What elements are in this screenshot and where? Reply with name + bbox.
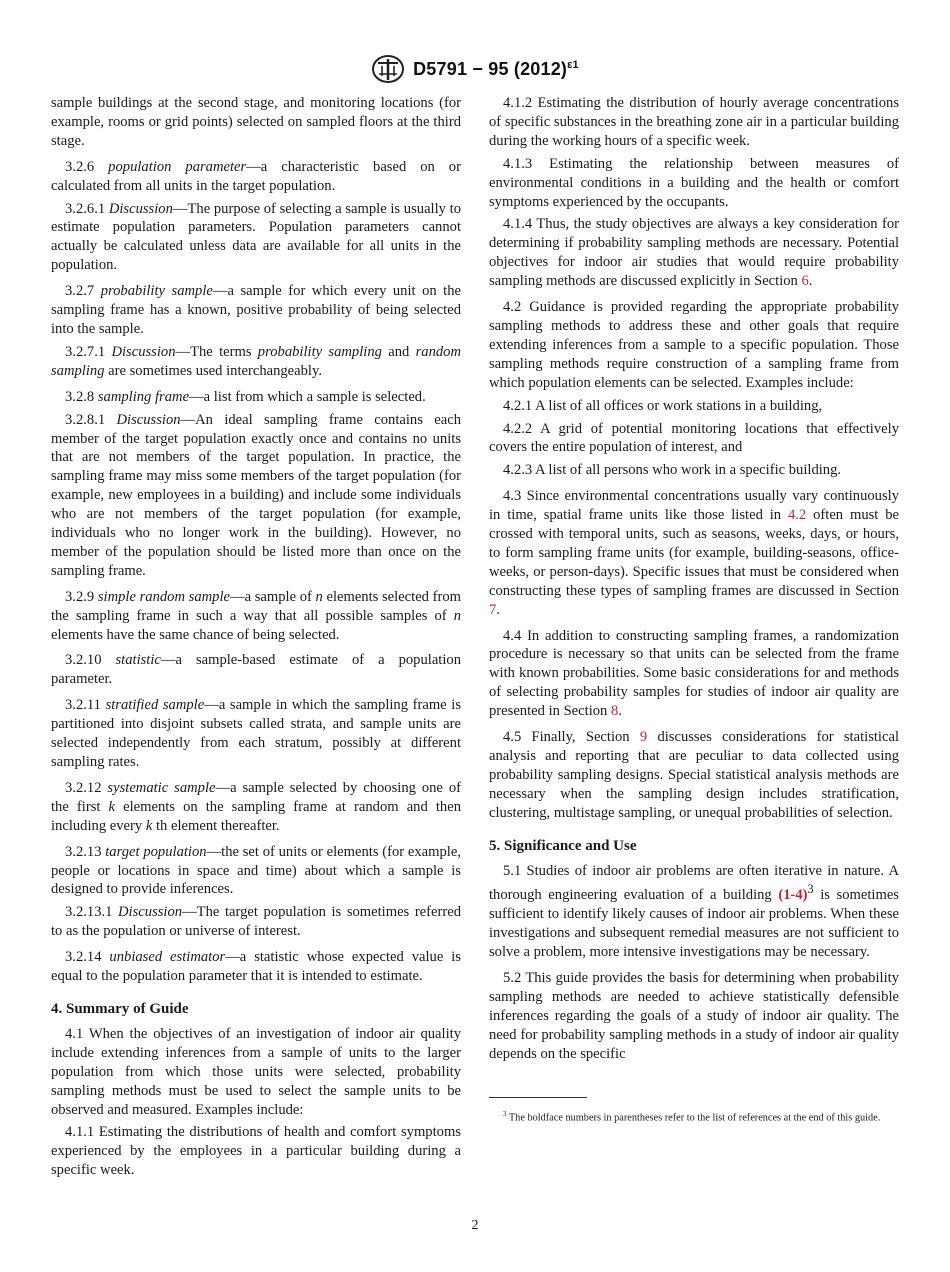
discussion-3-2-13-1: 3.2.13.1 Discussion—The target population is sometimes referred to as the population or universe of interest. — [51, 904, 461, 940]
discussion-3-2-8-1: 3.2.8.1 Discussion—An ideal sampling frame contains each member of the target population exactly once and contains no units that are not members of the target population. In practice, the sampling frame may miss some members of the target population (for example, new employees in a building) and include some individuals who are not members of the target population (for example, individuals who no longer work in the building). However, no member of the population should be listed more than once on the sampling frame. — [51, 411, 461, 579]
footnote: $^3$ The boldface numbers in parentheses refer to the list of references at the end of this guide. — [503, 1110, 881, 1124]
paragraph-5-1: 5.1 Studies of indoor air problems are often iterative in nature. A thorough engineering evaluation of a building $(1-4)^3$ is sometimes sufficient to identify likely causes of indoor air problems. When these investigations and subsequent remedial measures are not sufficient to solve a problem, more intensive investigations may be necessary. — [489, 862, 899, 961]
definition-3-2-10: 3.2.10 statistic—a sample-based estimate of a population parameter. — [51, 652, 462, 688]
section-link-9[interactable]: 9 — [639, 729, 648, 746]
reference-link-1-4[interactable]: (1-4) — [778, 887, 808, 904]
right-column — [489, 94, 899, 1129]
definition-3-2-7: 3.2.7 probability sample—a sample for which every unit on the sampling frame has a known, positive probability of being selected into the sample. — [51, 283, 462, 337]
paragraph-4-1-4: 4.1.4 Thus, the study objectives are always a key consideration for determining if probability sampling methods are necessary. Potential objectives for indoor air studies that would require probability sampling methods are discussed explicitly in Section 6. — [489, 216, 899, 290]
paragraph: sample buildings at the second stage, and monitoring locations (for example, rooms or grid points) selected on sampled floors at the third stage. — [51, 95, 461, 149]
definition-3-2-6: 3.2.6 population parameter—a characteristic based on or calculated from all units in the target population. — [51, 158, 461, 194]
paragraph-5-2: 5.2 This guide provides the basis for determining when probability sampling methods are needed to achieve statistically defensible inferences regarding the goals of a study of indoor air quality. The need for probability sampling methods in a study of indoor air quality depends on the specific — [489, 969, 899, 1062]
definition-3-2-14: 3.2.14 unbiased estimator—a statistic whose expected value is equal to the population parameter that it is intended to estimate. — [51, 949, 461, 985]
section-link-4-2[interactable]: 4.2 — [787, 507, 807, 524]
paragraph-4-1-1: 4.1.1 Estimating the distributions of health and comfort symptoms experienced by the employees in a particular building during a specific week. — [51, 1124, 461, 1179]
paragraph-4-1-3: 4.1.3 Estimating the relationship between measures of environmental conditions in a building and the health or comfort symptoms experienced by the occupants. — [489, 155, 899, 210]
definition-3-2-9: 3.2.9 simple random sample—a sample of n elements selected from the sampling frame in such a way that all possible samples of n elements have the same chance of being selected. — [51, 588, 461, 643]
paragraph-4-5: 4.5 Finally, Section 9 discusses considerations for statistical analysis and reporting that are peculiar to data collected using probability sampling designs. Special statistical analysis methods are necessary when the sampling design includes stratification, clustering, multistage sampling, or unequal probabilities of selection. — [489, 729, 899, 821]
discussion-3-2-6-1: 3.2.6.1 Discussion—The purpose of selecting a sample is usually to estimate population parameters. Population parameters cannot actually be calculated unless data are available for all units in the population. — [51, 200, 461, 274]
footnote-marker: 3 — [807, 882, 814, 897]
paragraph-4-3: 4.3 Since environmental concentrations usually vary continuously in time, spatial frame units like those listed in 4.2 often must be crossed with temporal units, such as seasons, weeks, days, or hours, to form sampling frame units (for example, building-seasons, office-weeks, or person-days). Specific issues that must be considered when constructing these types of sampling frames are discussed in Section 7. — [489, 488, 900, 618]
discussion-3-2-7-1: 3.2.7.1 Discussion—The terms probability sampling and random sampling are sometimes used interchangeably. — [51, 343, 462, 379]
astm-logo-icon — [371, 54, 405, 84]
page-number: 2 — [471, 1218, 479, 1233]
paragraph-4-1-2: 4.1.2 Estimating the distribution of hourly average concentrations of specific substances in the breathing zone air in a particular building during the working hours of a specific week. — [489, 95, 899, 149]
definition-3-2-12: 3.2.12 systematic sample—a sample selected by choosing one of the first k elements on the sampling frame at random and then including every k th element thereafter. — [51, 779, 461, 834]
paragraph-4-2-1: 4.2.1 A list of all offices or work stations in a building, — [503, 397, 823, 414]
section-heading-4: 4. Summary of Guide — [51, 1000, 189, 1017]
footnote-divider — [489, 1097, 587, 1098]
paragraph-4-1: 4.1 When the objectives of an investigation of indoor air quality include extending inferences from a sample of units to the larger population from which those units were selected, probability sampling methods must be used to select the sample units to be observed and measured. Examples include: — [51, 1025, 461, 1118]
paragraph-4-2: 4.2 Guidance is provided regarding the appropriate probability sampling methods to address these and other goals that require extending inferences from a sample to a specific population. Those sampling methods require construction of a sampling frame from which population elements can be selected. Examples include: — [489, 299, 899, 391]
paragraph-4-4: 4.4 In addition to constructing sampling frames, a randomization procedure is necessary so that units can be selected from the frame with known probabilities. Some basic considerations for and methods of selecting probability samples for studies of indoor air quality are presented in Section 8. — [489, 627, 899, 720]
section-link-6[interactable]: 6 — [801, 273, 809, 290]
definition-3-2-8: 3.2.8 sampling frame—a list from which a sample is selected. — [65, 388, 426, 405]
page-header — [0, 52, 950, 86]
paragraph-4-2-2: 4.2.2 A grid of potential monitoring locations that effectively covers the entire population of interest, and — [489, 420, 899, 456]
paragraph-4-2-3: 4.2.3 A list of all persons who work in a specific building. — [503, 462, 842, 479]
section-heading-5: 5. Significance and Use — [489, 837, 637, 854]
section-link-8[interactable]: 8 — [611, 703, 619, 720]
section-link-7[interactable]: 7 — [489, 601, 497, 618]
definition-3-2-13: 3.2.13 target population—the set of units or elements (for example, people or locations in space and time) about which a sample is designed to provide inferences. — [51, 843, 461, 898]
definition-3-2-11: 3.2.11 stratified sample—a sample in which the sampling frame is partitioned into disjoint subsets called strata, and sample units are selected independently from each stratum, possibly at different sampling rates. — [51, 697, 461, 770]
left-column — [51, 94, 461, 1184]
document-id: D5791 − 95 $(2012)^{\varepsilon 1}$ — [413, 58, 579, 79]
